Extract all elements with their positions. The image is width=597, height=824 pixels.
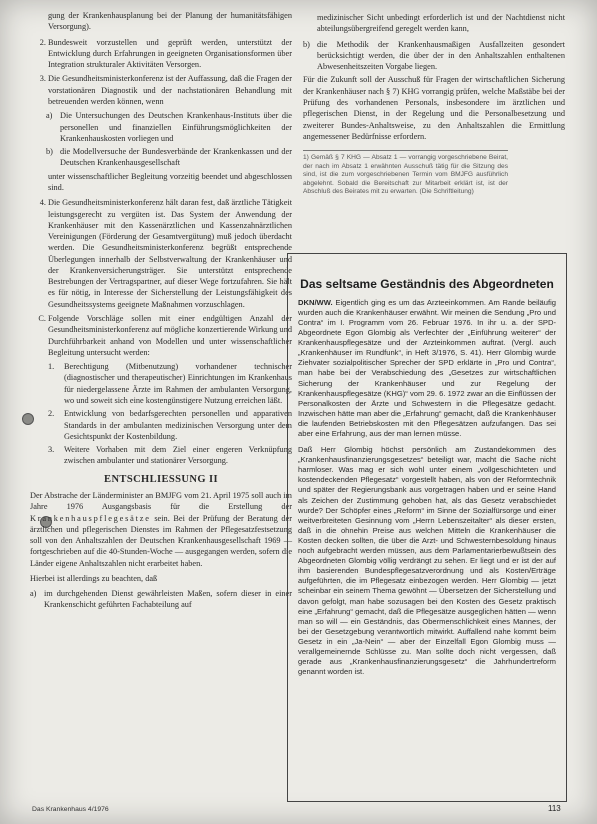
sub-item — [30, 588, 292, 611]
article-dateline: DKN/WW. — [298, 297, 333, 307]
sub-item — [48, 444, 292, 467]
paragraph-text: Der Abstrache der Länderminister an BMJFG vom 21. April 1975 soll auch im Jahre 1976 Ausgangsbasis für die Erstellung der — [30, 490, 292, 512]
sub-item — [303, 39, 565, 73]
emphasized-term: Krankenhauspflegesätze — [30, 513, 151, 523]
left-column — [30, 10, 292, 613]
sub-item-text: Die Untersuchungen des Deutschen Krankenhaus-Instituts über die personellen und finanziellen Einführungsmöglichkeiten der Krankenhauskosten vorliegen und — [60, 111, 292, 143]
sub-item-text: die Methodik der Krankenhausmaßigen Ausfallzeiten gesondert berücksichtigt werden, die über der in den Anhaltszahlen enthaltenen Abwesenheitszeiten Vorgabe liegen. — [317, 39, 565, 72]
section-heading: ENTSCHLIESSUNG II — [104, 473, 218, 485]
intro-continuation: gung der Krankenhausplanung bei der Planung der humanitätsfähigen Versorgung). — [48, 11, 292, 32]
sub-item-text: die Modellversuche der Bundesverbände der Krankenkassen und der Deutschen Krankenhausgesellschaft — [60, 147, 292, 168]
right-column — [303, 12, 565, 197]
list-item — [30, 73, 292, 107]
footer-journal-name: Das Krankenhaus 4/1976 — [32, 806, 109, 813]
item-text: Bundesweit vorzustellen und geprüft werden, unterstützt der Entwicklung durch Erfahrungen in geeigneten Organisationsformen über Integration strukturaler Aktivitäten Versorgen. — [48, 37, 292, 70]
sub-item-text: Weitere Vorhaben mit dem Ziel einer engeren Verknüpfung zwischen ambulanter und stationärer Versorgung. — [64, 445, 292, 466]
sub-item-number: 1. — [48, 362, 55, 372]
sub-item-text: Berechtigung (Mitbenutzung) vorhandener technischer (diagnostischer und therapeutischer) Einrichtungen im Krankenhaus für niedergelassene Ärzte im Rahmen der ambulanten Versorgung, wo und soweit sich eine kostengünstigere Nutzung erreichen läßt. — [64, 362, 292, 405]
sub-item — [46, 110, 292, 144]
article-paragraph: Daß Herr Glombig höchst persönlich am Zustandekommen des „Krankenhausfinanzierungsgesetzes“ beteiligt war, macht die Sache nicht harmloser. Was mag er sich wohl unter einem „vollgeschichteten und kostendeckenden Pflegesatz“ vorgestellt haben, als von der Reformtechnik und später der Regierungsbank aus vorgetragen haben und er seine Hand als Zeichen der Zustimmung gehoben hat, als das Gesetz verabschiedet wurde? Der Schöpfer eines „Reform“ im Sinne der Sozialfürsorge und einer weitverbreiteten Gesinnung vom „Herrn Lebenszeitalter“ als dieser ersten, daß in die ohnehin Preise aus welchen Mitteln die Krankenhäuser die Kosten decken sollten, die über die Arzt- und Schwesternbesoldung hinaus noch aufgebracht werden müssen, aus dem Parlamentarierbewußtsein des Abgeordneten Glombig völlig verdrängt zu sehen. Er liegt und er ist der auf ihm basierenden Bundespflegesatzverordnung und als Kosten/Erträge aufgeführten, die im Pflegesatz einbezogen werden. Herr Glombig — jetzt scheinbar ein seinem Thema gewöhnt — Übersetzen der Sicherstellung und davon gefolgt, man habe sozusagen bei den Kosten des Gesetz praktisch eine „Erfahrung“ gemacht, daß die Pflegesätze ausgeglichen hätten — wenn man so will — ein Geständnis, das Obermenschlichkeit eines Mannes, der bei der Gesetzgebung verantwortlich mitwirkt. Auffallend nahe kommt beim Gesetz in ein „Ja-Nein“ — aber der Einzelfall Egon Glombig muss — verallgemeinernde Schlüsse zu. Man sollte doch nicht vergessen, daß gerade aus „Krankenhausfinanzierungsgesetz“ die Jahrhundertreform genannt worden ist. — [298, 445, 556, 677]
article-title: Das seltsame Geständnis des Abgeordneten — [300, 277, 554, 291]
item-text: Folgende Vorschläge sollen mit einer endgültigen Anzahl der Gesundheitsministerkonferenz auf mögliche konzertierende Wirkung und Durchführbarkeit anhand von Modellen und unter wissenschaftlicher Begleitung untersucht werden: — [48, 314, 292, 357]
sub-item-letter: a) — [30, 589, 37, 599]
list-item — [30, 37, 292, 71]
footnote: 1) Gemäß § 7 KHG — Absatz 1 — vorrangig vorgeschriebene Beirat, der nach im Absatz 1 erwähnten Ausschuß tätig für die Sitzung des sind, ist die zum vorgeschriebenen Termin vom BMJFG ausführlich abgelehnt. Sobald die Bereitschaft zur Mitarbeit erklärt ist, ist der Abschluß des Beirates mit zu erwarten. (Die Schriftleitung) — [303, 150, 508, 197]
section-paragraph: Hierbei ist allerdings zu beachten, daß — [30, 573, 158, 583]
body-paragraph: Für die Zukunft soll der Ausschuß für Fragen der wirtschaftlichen Sicherung der Krankenhäuser nach § 7) KHG vorrangig prüfen, welche Maßstäbe bei der Prüfung des vorhandenen Personals, insbesondere im ärztlichen und pflegerischen Dienst, in der Regelung und die Personalbesetzung und zweiterer Bundes-Anhaltsweise, zu den Anhaltszahlen die Ermittlung angemessener Bedürfnisse erfordern. — [303, 75, 565, 141]
item-text: Die Gesundheitsministerkonferenz ist der Auffassung, daß die Fragen der vorstationären Diagnostik und der nachstationären Behandlung mit betreuenden werden können, wenn — [48, 74, 292, 106]
list-item — [30, 197, 292, 310]
item-number: 2. — [39, 37, 46, 47]
article-paragraph — [298, 298, 556, 439]
list-item — [30, 313, 292, 358]
sub-item-letter: a) — [46, 111, 53, 121]
sub-item-letter: b) — [303, 39, 310, 49]
sub-item-text: im durchgehenden Dienst gewährleisten Maßen, sofern dieser in einer Krankenschicht geführten Fachabteilung auf — [44, 589, 292, 610]
paragraph-text: sein. Bei der Prüfung der Beratung der ärztlichen und pflegerischen Dienstes im Rahmen der Pflegesatzfestsetzung soll von den Anhaltszahlen der Deutschen Krankenhausgesellschaft 1969 — fortgeschrieben auf die 40-Stunden-Woche — ausgegangen werden, sofern die Länder eigene Anhaltszahlen nicht erarbeitet haben. — [30, 513, 292, 568]
boxed-article — [287, 253, 567, 802]
sub-item-number: 3. — [48, 445, 55, 455]
item-number: 4. — [39, 198, 46, 208]
sub-item — [46, 146, 292, 169]
item-text: Die Gesundheitsministerkonferenz hält daran fest, daß ärztliche Tätigkeit leistungsgerecht zu vergüten ist. Das System der Anwendung der Krankenhäuser mit den Kassenärztlichen und Kassenzahnärztlichen Vereinigungen (Förderung der Gesamtvergütung) muß jedoch überdacht werden. Die Gesundheitsministerkonferenz begrüßt entsprechende Überlegungen innerhalb der Selbstverwaltung der Krankenhäuser und der Krankenversicherungsträger. Sie unterstützt entsprechende Bestrebungen der Vertragspartner, auf dieser Wege fortzufahren. Sie hält es für nötig, in Interesse der Sicherstellung der Leistungsfähigkeit des Gesundheitssystems geeignete Maßnahmen vorzuschlagen. — [48, 198, 292, 309]
continuation-paragraph: medizinischer Sicht unbedingt erforderlich ist und der Nachtdienst nicht abteilungsübergreifend geregelt werden kann, — [317, 13, 565, 34]
sub-item — [48, 408, 292, 442]
sub-item — [48, 361, 292, 406]
item-number: 3. — [39, 74, 46, 84]
sub-item-number: 2. — [48, 409, 55, 419]
paragraph-text: Eigentlich ging es um das Arzteeinkommen. Am Rande beiläufig wurden auch die Krankenhäuser erwähnt. Wir meinen die Sendung „Pro und Contra“ im I. Programm vom 26. Februar 1976. In ihr u. a. der SPD-Abgeordnete Egon Glombig als Verfechter der „Einführung weiterer“ der Krankenhauspflegesätze und der Arzteinkommen auftrat. (Vergl. auch „Krankenhäuser im Rundfunk“, in Heft 3/1976, S. 41). Herr Glombig wurde Ziehvater sozialpolitischer Sprecher der SPD erklärte in „Pro und Contra“, man habe bei der Verabschiedung des „Gesetzes zur wirtschaftlichen Sicherung der Krankenhäuser und zur Regelung der Krankenhauspflegesätze (KHG)“ vom 29. 6. 1972 zwar an die Einflüssen der Personalkosten der Ärzte und Schwestern in die Pflegesätze gedacht. Inzwischen hätte man aber die „Erfahrung“ gemacht, daß die Krankenhäuser die laufenden Betriebskosten mit den Pflegesätzen aufzufangen. Das sei aber eine Erfahrung, aus der man lernen müsse. — [298, 297, 556, 439]
page-number: 113 — [548, 804, 561, 813]
item-number: C. — [38, 314, 46, 324]
sub-item-text: Entwicklung von bedarfsgerechten personellen und apparativen Standards in der ambulanten medizinischen Versorgung unter dem Gesichtspunkt der Kostenbildung. — [64, 409, 292, 441]
sub-item-continuation: unter wissenschaftlicher Begleitung vorzeitig beendet und abgeschlossen sind. — [48, 171, 292, 192]
sub-item-letter: b) — [46, 147, 53, 157]
section-paragraph — [30, 490, 292, 569]
